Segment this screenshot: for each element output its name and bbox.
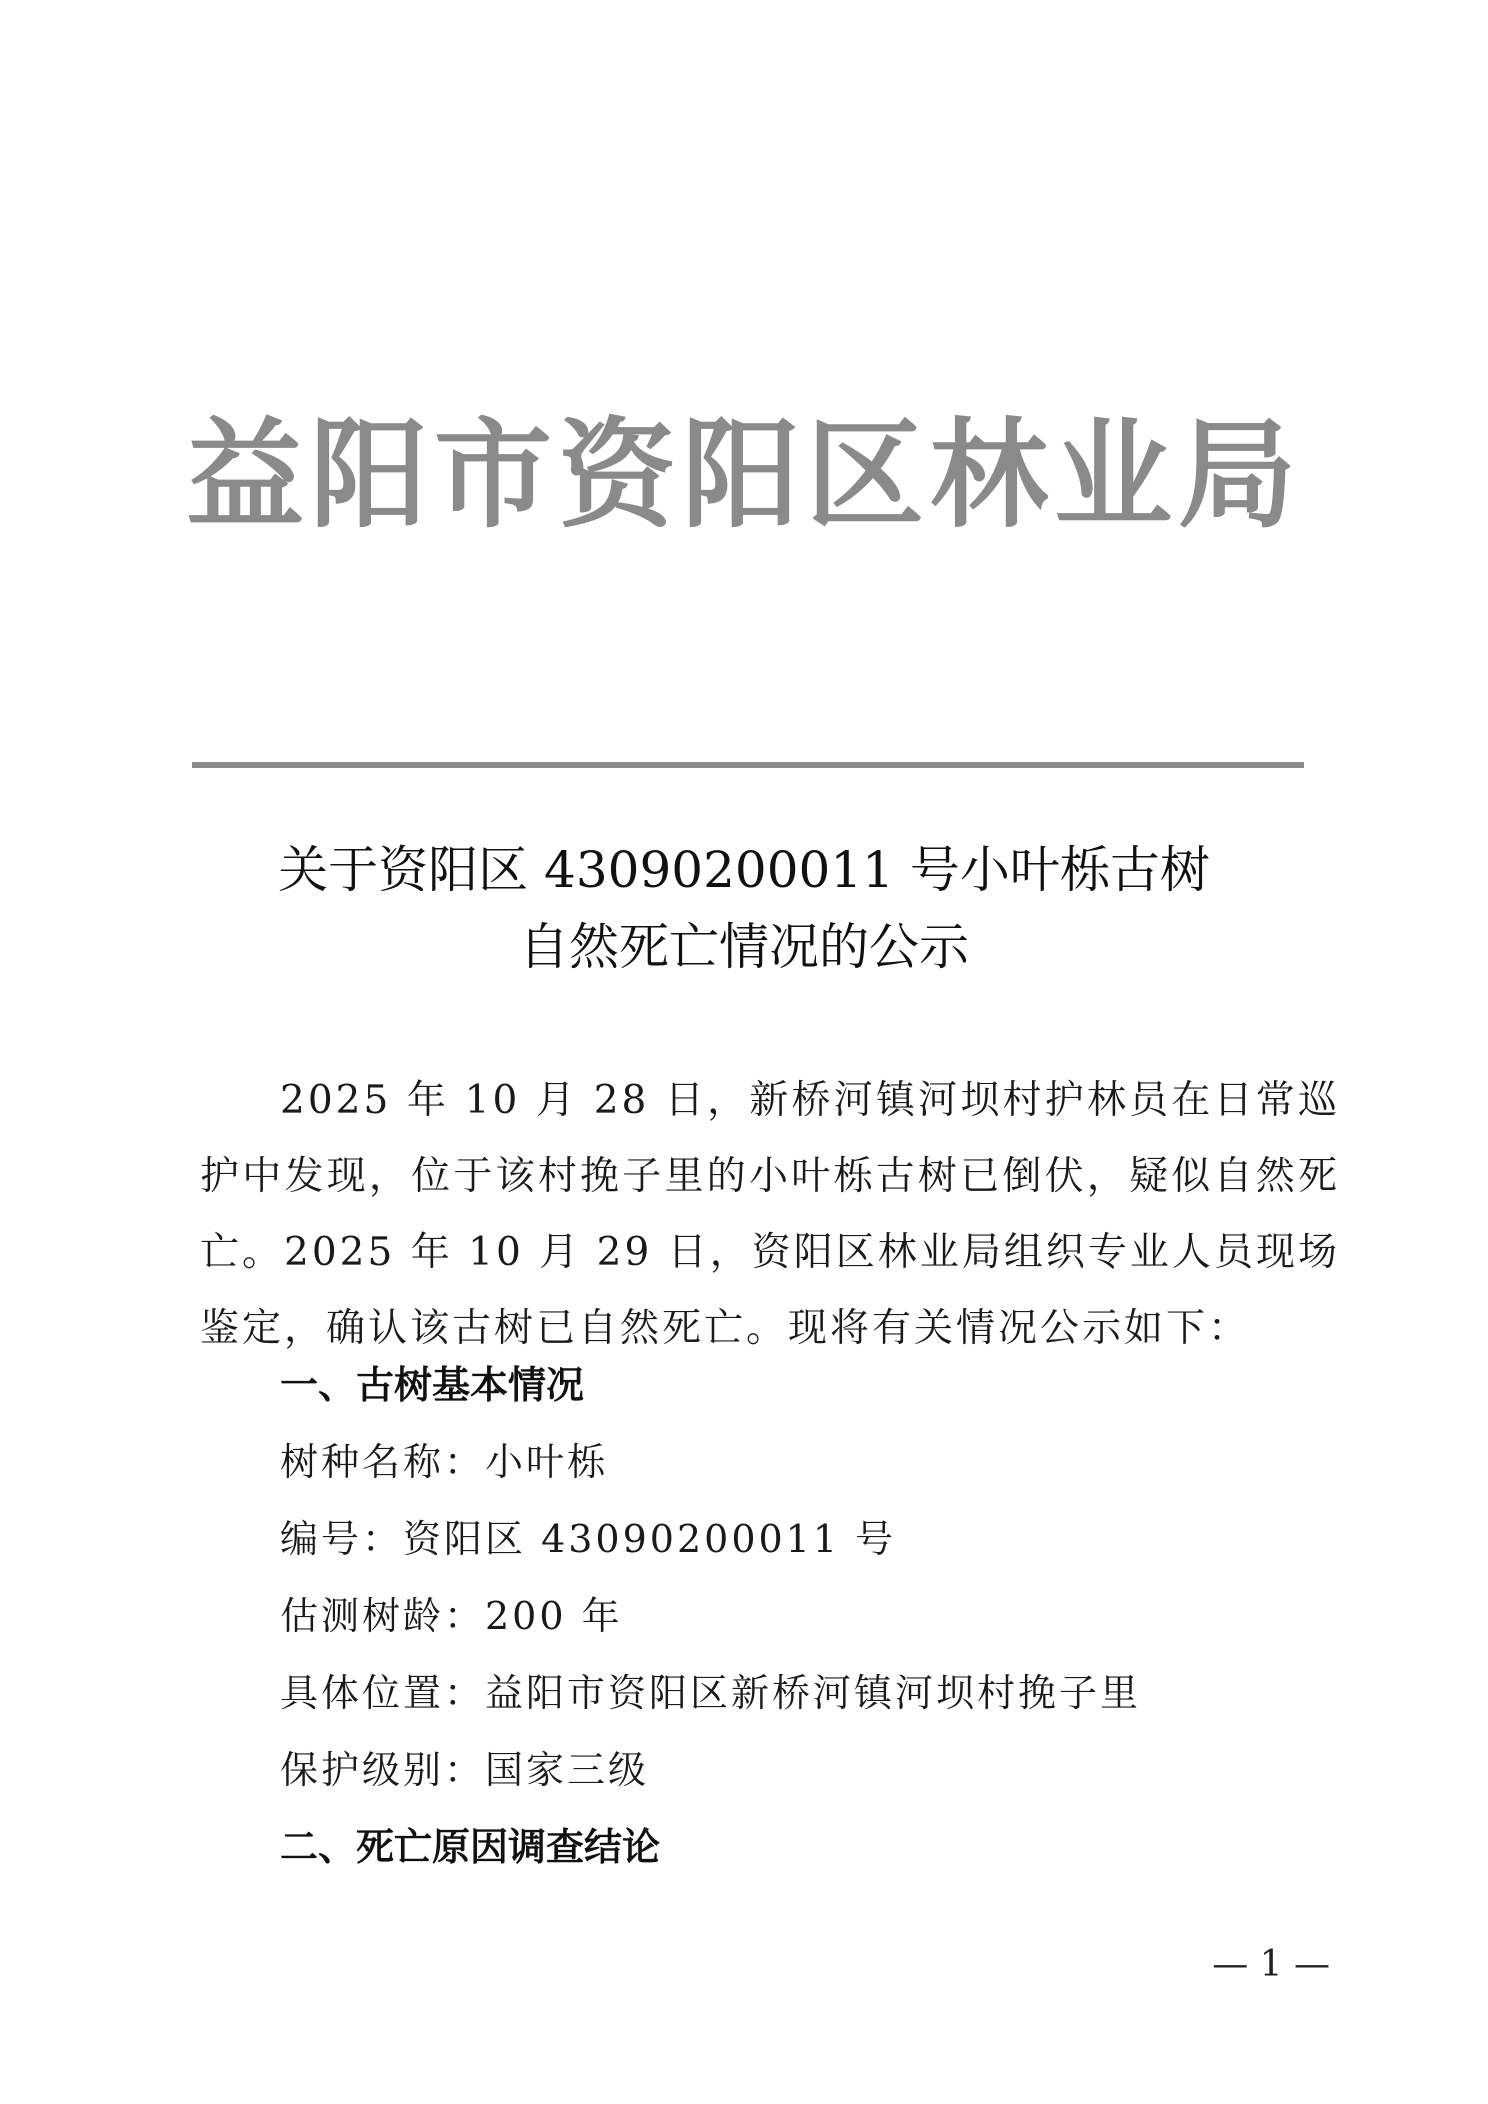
header-divider [192, 762, 1304, 768]
info-item-species: 树种名称：小叶栎 [280, 1440, 609, 1484]
body-paragraph: 2025 年 10 月 28 日，新桥河镇河坝村护林员在日常巡护中发现，位于该村挽子里的小叶栎古树已倒伏，疑似自然死亡。2025 年 10 月 29 日，资阳区林业局组织专业人员现场鉴定，确认该古树已自然死亡。现将有关情况公示如下： [200, 1078, 1340, 1351]
info-item-location: 具体位置：益阳市资阳区新桥河镇河坝村挽子里 [280, 1671, 1142, 1715]
info-item-number: 编号：资阳区 43090200011 号 [280, 1517, 897, 1561]
info-item-protection-level: 保护级别：国家三级 [280, 1748, 650, 1792]
document-title-line-2: 自然死亡情况的公示 [519, 918, 969, 976]
page-number: — 1 — [1212, 1944, 1330, 1985]
section-heading-death-cause: 二、死亡原因调查结论 [280, 1825, 661, 1869]
section-heading-basic-info: 一、古树基本情况 [280, 1363, 585, 1407]
info-item-age: 估测树龄：200 年 [280, 1594, 623, 1638]
letterhead-title: 益阳市资阳区林业局 [185, 406, 1302, 544]
document-title-line-1: 关于资阳区 43090200011 号小叶栎古树 [278, 841, 1210, 899]
